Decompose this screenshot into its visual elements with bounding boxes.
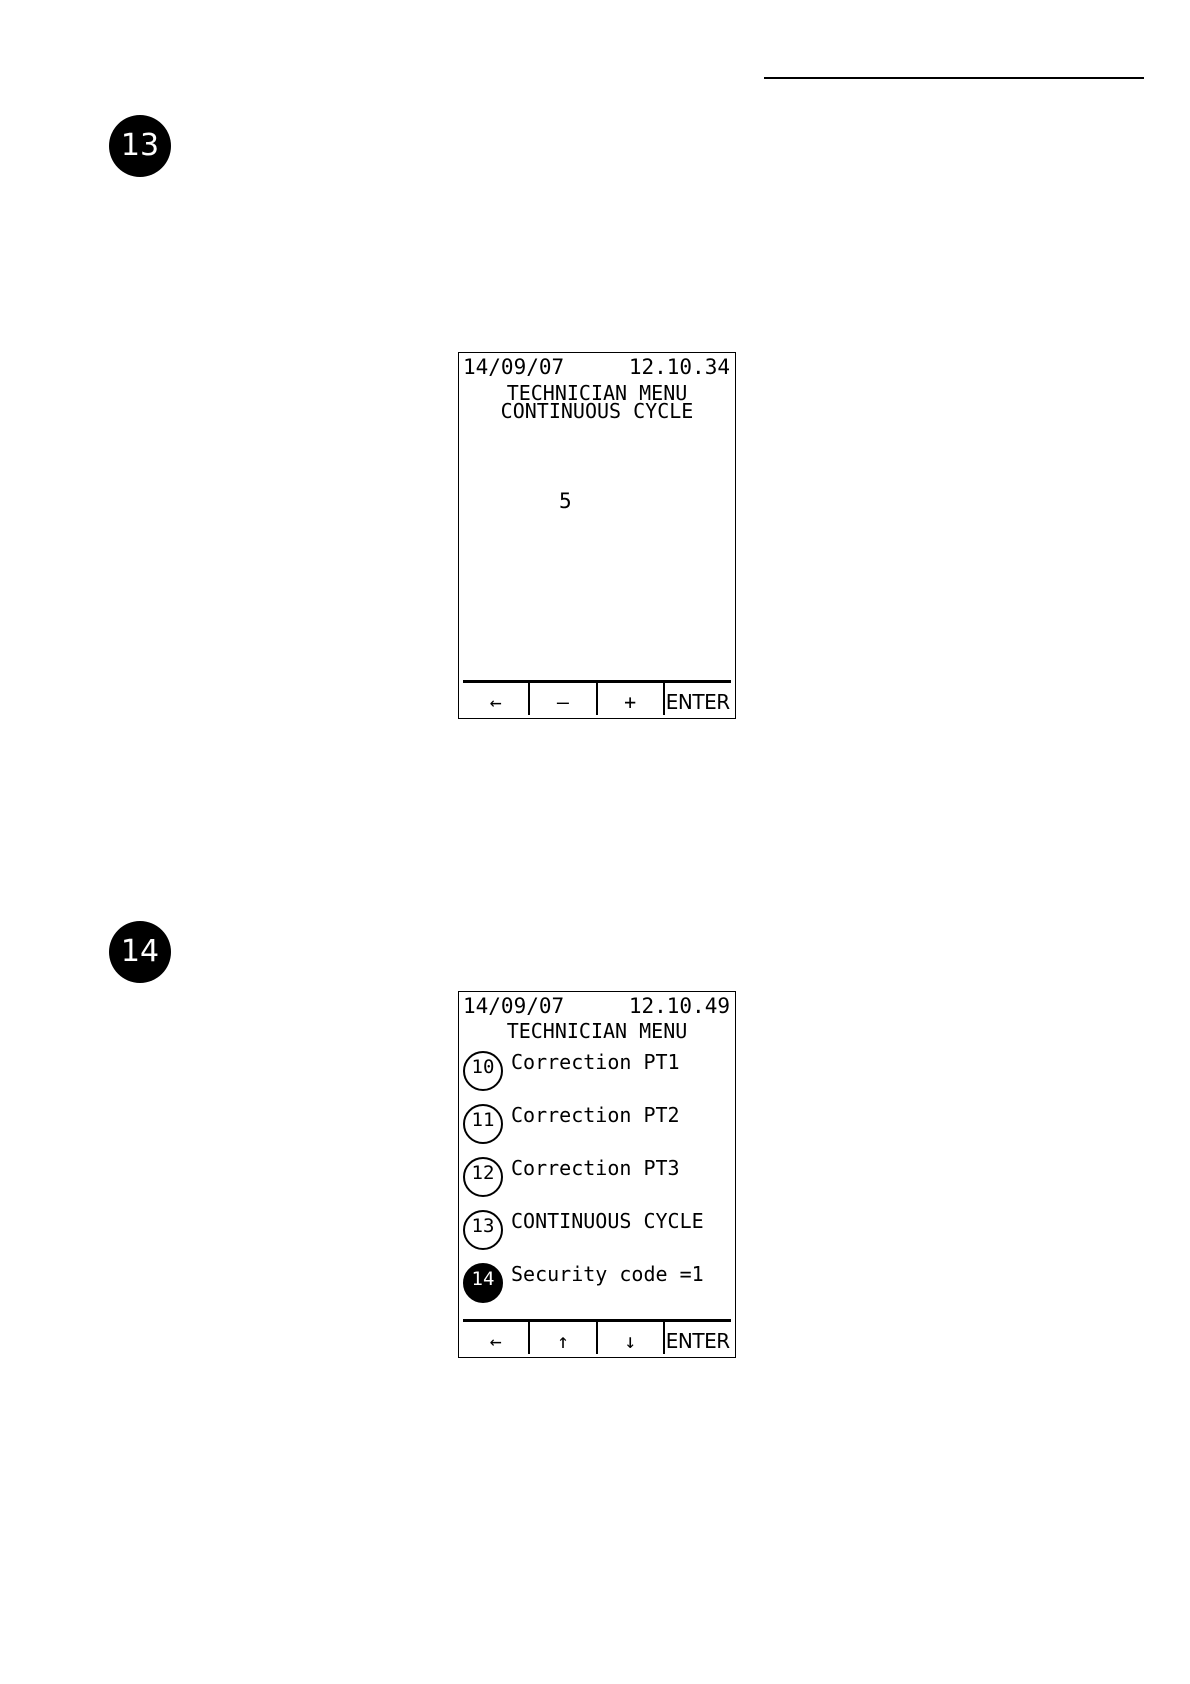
menu-item-number: 14 [463, 1263, 503, 1303]
menu-item-number: 10 [463, 1051, 503, 1091]
screen-title: TECHNICIAN MENU [506, 381, 688, 405]
menu-item-correction-pt3[interactable] [463, 1155, 680, 1199]
menu-item-number: 11 [463, 1104, 503, 1144]
header-rule [764, 77, 1144, 79]
softkey-bar [463, 680, 731, 715]
menu-item-label: Correction PT2 [511, 1103, 680, 1127]
lcd-screen-technician-menu [458, 991, 736, 1358]
menu-item-number: 12 [463, 1157, 503, 1197]
cycle-value: 5 [559, 489, 572, 513]
menu-item-security-code[interactable] [463, 1261, 704, 1305]
screen-time: 12.10.34 [628, 355, 730, 379]
screen-time: 12.10.49 [628, 994, 730, 1018]
increase-softkey[interactable]: + [596, 683, 663, 715]
screen-title: TECHNICIAN MENU [506, 1019, 688, 1043]
back-softkey[interactable]: ← [489, 690, 502, 714]
enter-softkey[interactable]: ENTER [663, 683, 731, 715]
menu-item-correction-pt1[interactable] [463, 1049, 680, 1093]
menu-item-label: Correction PT3 [511, 1156, 680, 1180]
down-softkey[interactable]: ↓ [596, 1322, 663, 1354]
menu-item-continuous-cycle[interactable] [463, 1208, 704, 1252]
menu-item-label: Correction PT1 [511, 1050, 680, 1074]
menu-item-correction-pt2[interactable] [463, 1102, 680, 1146]
menu-item-number: 13 [463, 1210, 503, 1250]
step-number-badge: 14 [109, 921, 171, 983]
step-number-badge: 13 [109, 115, 171, 177]
screen-date: 14/09/07 [463, 355, 565, 379]
screen-date: 14/09/07 [463, 994, 565, 1018]
screen-subtitle: CONTINUOUS CYCLE [500, 399, 694, 423]
back-softkey[interactable]: ← [489, 1329, 502, 1353]
decrease-softkey[interactable]: – [528, 683, 595, 715]
menu-item-label: Security code =1 [511, 1262, 704, 1286]
up-softkey[interactable]: ↑ [528, 1322, 595, 1354]
softkey-bar [463, 1319, 731, 1354]
enter-softkey[interactable]: ENTER [663, 1322, 731, 1354]
menu-item-label: CONTINUOUS CYCLE [511, 1209, 704, 1233]
lcd-screen-continuous-cycle [458, 352, 736, 719]
